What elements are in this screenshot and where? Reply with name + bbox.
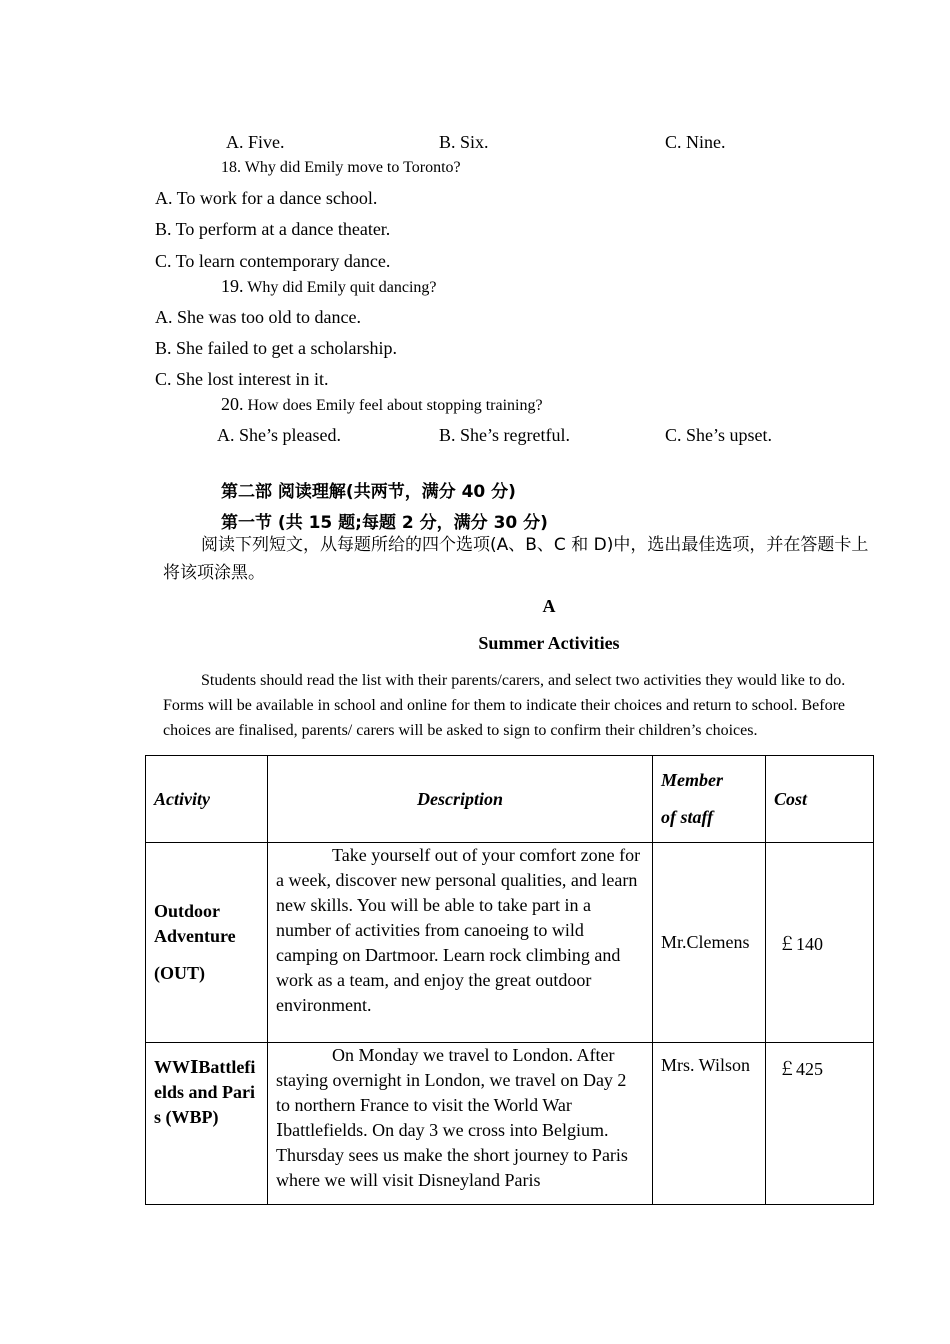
header-staff-line1: Member	[661, 770, 723, 790]
q18-number: 18.	[221, 159, 241, 176]
activity-cost: ￡425	[766, 1043, 874, 1205]
reading-instruction: 阅读下列短文，从每题所给的四个选项(A、B、C 和 D)中，选出最佳选项，并在答题卡上将该项涂黑。	[163, 535, 869, 583]
q17-option-c: C. Nine.	[665, 132, 726, 152]
activity-description: Take yourself out of your comfort zone for a week, discover new personal qualities, and learn new skills. You will be able to take part in a number of activities from canoeing to wild camping on Dartmoor. Learn rock climbing and work as a team, and enjoy the great outdoor environment.	[268, 843, 653, 1043]
header-staff	[653, 756, 766, 843]
q20-option-c: C. She’s upset.	[665, 425, 773, 445]
q18-option-c: C. To learn contemporary dance.	[155, 251, 391, 271]
header-staff-line2: of staff	[661, 807, 714, 827]
q20-question	[221, 394, 543, 415]
q18-text: Why did Emily move to Toronto?	[244, 159, 461, 176]
activity-name-line1: Outdoor	[154, 901, 221, 921]
activity-name-line2: Adventure	[154, 926, 236, 946]
activity-code: (OUT)	[154, 963, 205, 983]
table-row	[146, 843, 874, 1043]
activity-description: On Monday we travel to London. After staying overnight in London, we travel on Day 2 to northern France to visit the World War Ⅰbattlefields. On day 3 we cross into Belgium. Thursday sees us make the short journey to Paris where we will visit Disneyland Paris	[268, 1043, 653, 1205]
q18-question	[221, 159, 461, 177]
passage-title: Summer Activities	[478, 633, 620, 653]
q17-option-b: B. Six.	[439, 132, 489, 152]
q19-option-a: A. She was too old to dance.	[155, 307, 361, 327]
activity-staff: Mr.Clemens	[653, 843, 766, 1043]
activity-name: WWⅠBattlefields and Paris (WBP)	[146, 1043, 268, 1205]
part2-heading: 第二部 阅读理解(共两节，满分 40 分)	[221, 482, 516, 502]
activities-table	[145, 755, 874, 1205]
q18-option-a: A. To work for a dance school.	[155, 188, 378, 208]
activity-name	[146, 843, 268, 1043]
q20-option-b: B. She’s regretful.	[439, 425, 570, 445]
table-header-row	[146, 756, 874, 843]
q20-number: 20.	[221, 394, 244, 414]
q18-option-b: B. To perform at a dance theater.	[155, 219, 391, 239]
q19-question	[221, 276, 437, 297]
table-row	[146, 1043, 874, 1205]
q20-text: How does Emily feel about stopping training?	[247, 397, 543, 414]
activity-staff: Mrs. Wilson	[653, 1043, 766, 1205]
passage-letter: A	[542, 596, 556, 616]
q19-text: Why did Emily quit dancing?	[247, 279, 437, 296]
q17-option-a: A. Five.	[226, 132, 285, 152]
section1-heading: 第一节 (共 15 题;每题 2 分，满分 30 分)	[221, 513, 548, 533]
q19-option-c: C. She lost interest in it.	[155, 369, 329, 389]
header-cost: Cost	[766, 756, 874, 843]
header-activity: Activity	[146, 756, 268, 843]
q20-option-a: A. She’s pleased.	[217, 425, 341, 445]
q19-option-b: B. She failed to get a scholarship.	[155, 338, 397, 358]
passage-intro: Students should read the list with their parents/carers, and select two activities they would like to do. Forms will be available in school and online for them to indicate their choices and return to school. Before choices are finalised, parents/ carers will be asked to sign to confirm their children’s choices.	[163, 672, 846, 739]
header-description: Description	[268, 756, 653, 843]
activity-cost: ￡140	[766, 843, 874, 1043]
q19-number: 19.	[221, 276, 244, 296]
